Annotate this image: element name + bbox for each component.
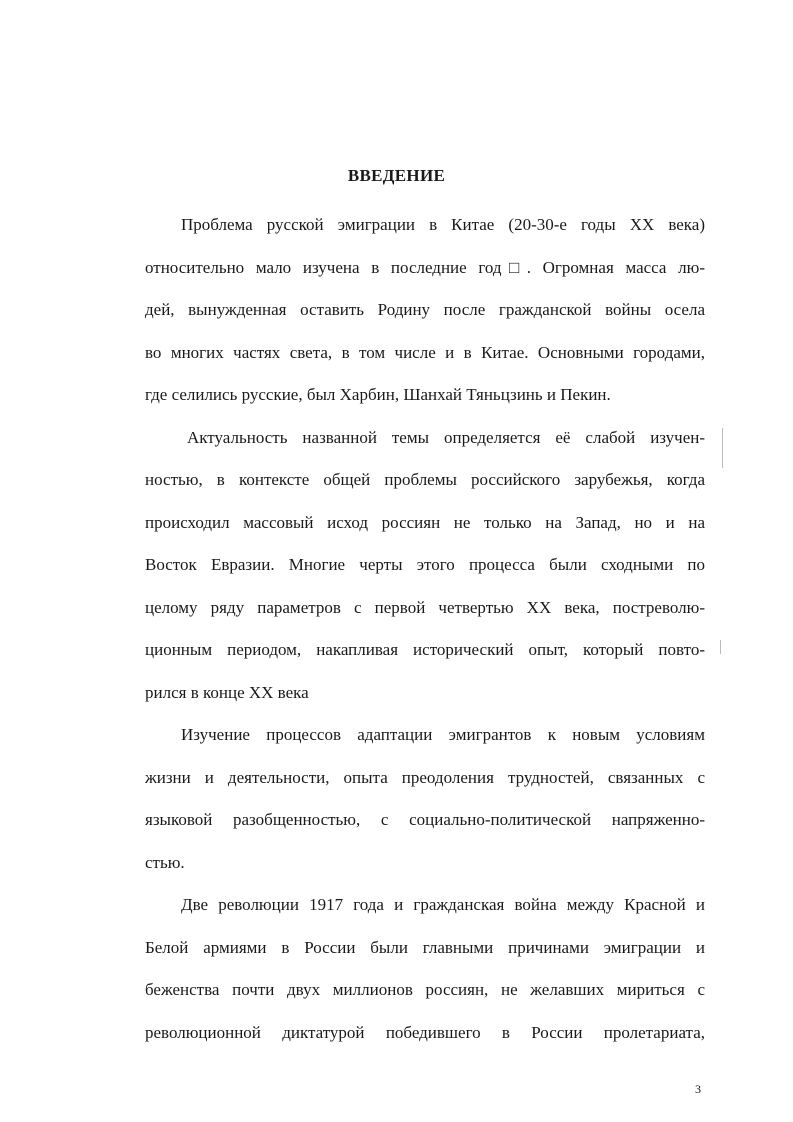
text-line: рился в конце XX века (145, 682, 309, 702)
text-line: Восток Евразии. Многие черты этого процесса были сходными по (145, 555, 705, 574)
text-line: жизни и деятельности, опыта преодоления трудностей, связанных с (145, 767, 705, 787)
text-line: Проблема русской эмиграции в Китае (20-30-е годы XX века) (181, 215, 705, 234)
text-line: языковой разобщенностью, с социально-политической напряженно- (145, 810, 705, 829)
page-number: 3 (695, 1082, 701, 1096)
text-line: Белой армиями в России были главными причинами эмиграции и (145, 937, 705, 957)
text-line: Две революции 1917 года и гражданская война между Красной и (181, 895, 705, 914)
text-line: Актуальность названной темы определяется её слабой изучен- (187, 427, 705, 447)
paragraph-problem (145, 204, 705, 417)
text-line: беженства почти двух миллионов россиян, не желавших мириться с (145, 980, 705, 999)
text-line: происходил массовый исход россиян не только на Запад, но и на (145, 512, 705, 532)
text-line: дей, вынужденная оставить Родину после гражданской войны осела (145, 300, 705, 319)
paragraph-revolutions (145, 884, 705, 1054)
text-line: стью. (145, 852, 185, 872)
page-title: ВВЕДЕНИЕ (347, 166, 446, 185)
text-line: Изучение процессов адаптации эмигрантов к новым условиям (181, 725, 705, 744)
text-line: где селились русские, был Харбин, Шанхай Тяньцзинь и Пекин. (145, 385, 611, 404)
scan-artifact-mark (722, 428, 723, 468)
text-line: относительно мало изучена в последние год□. Огромная масса лю- (145, 257, 705, 277)
text-line: во многих частях света, в том числе и в Китае. Основными городами, (145, 342, 705, 362)
body-text (145, 204, 705, 1054)
paragraph-adaptation (145, 714, 705, 884)
text-line: целому ряду параметров с первой четвертью XX века, постреволю- (145, 597, 705, 617)
text-line: ционным периодом, накапливая исторический опыт, который повто- (145, 640, 705, 659)
scan-artifact-mark (720, 640, 721, 654)
paragraph-relevance (145, 417, 705, 715)
text-line: революционной диктатурой победившего в России пролетариата, (145, 1022, 705, 1042)
text-line: ностью, в контексте общей проблемы российского зарубежья, когда (145, 470, 705, 489)
